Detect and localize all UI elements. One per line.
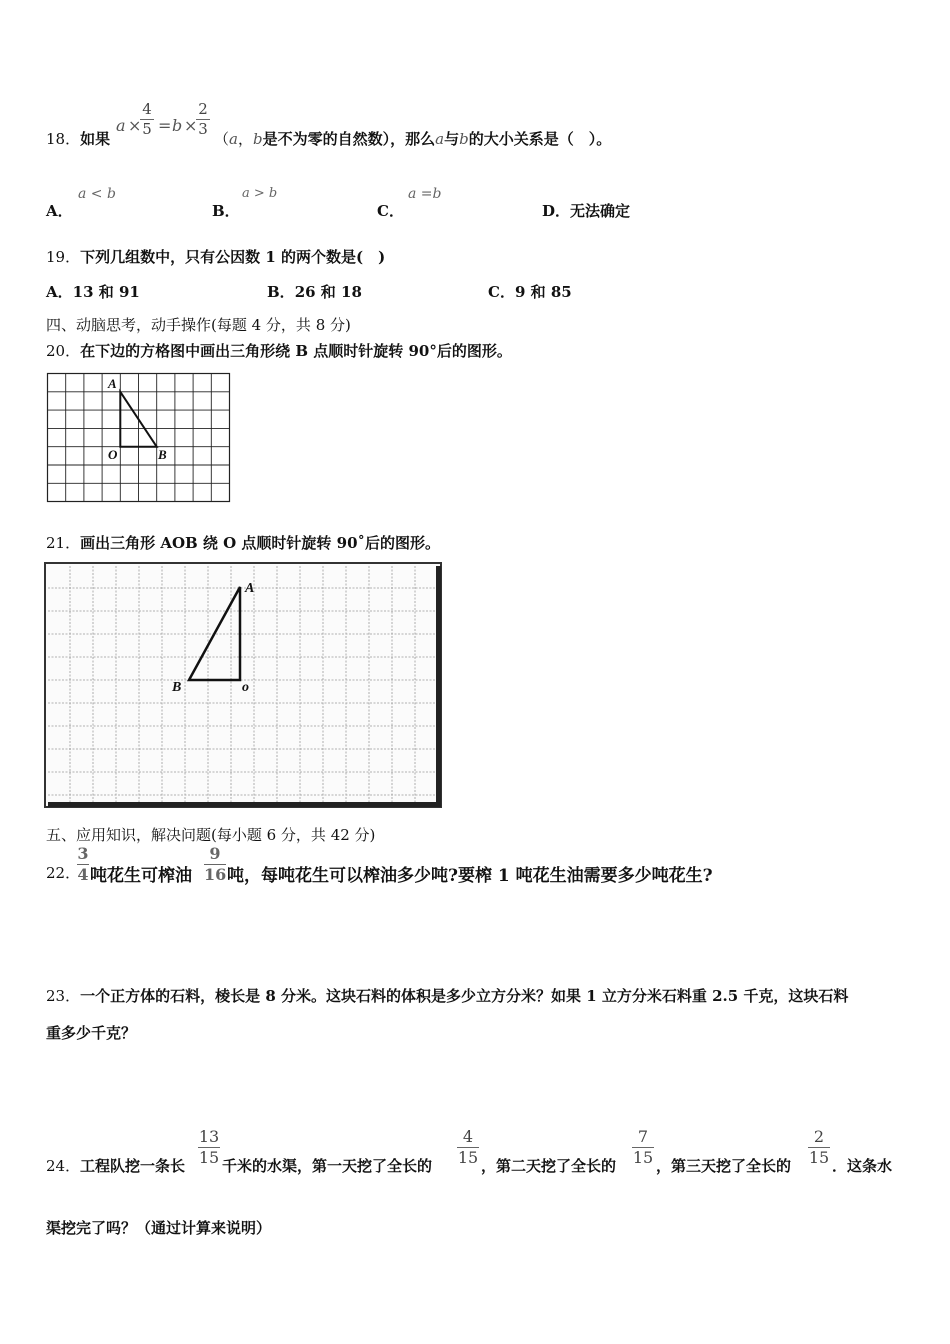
q24-number: 24．	[46, 1157, 81, 1175]
q18-option-b[interactable]	[212, 200, 240, 221]
q24-part-3: ，第二天挖了全长的	[481, 1157, 617, 1175]
q18-option-a[interactable]	[46, 200, 73, 221]
q20-label-o: O	[108, 447, 118, 462]
q18-option-c-math: a =b	[408, 186, 442, 202]
q22-fraction-1-den: 4	[77, 865, 89, 884]
q24-part-1: 工程队挖一条长	[80, 1157, 186, 1175]
q20-stem	[46, 340, 512, 361]
q19-stem	[46, 246, 385, 267]
q21-label-a: A	[245, 581, 255, 596]
q18-option-c[interactable]	[377, 200, 404, 221]
q24-fraction-3-num: 7	[637, 1127, 649, 1146]
q20-label-b: B	[158, 447, 167, 462]
q19-option-b-label: B．	[267, 283, 295, 301]
q24-fraction-4	[808, 1129, 830, 1166]
q18-var-b: b	[252, 130, 263, 148]
q18-option-a-math: a < b	[78, 186, 116, 202]
q19-option-a-text: 13 和 91	[72, 283, 140, 301]
q22-fraction-1	[77, 846, 89, 883]
q24-fraction-4-num: 2	[813, 1127, 825, 1146]
q18-var-a: a	[229, 130, 238, 148]
q20-number: 20．	[46, 342, 81, 360]
q18-condition	[214, 128, 611, 149]
q18-option-b-math: a > b	[242, 186, 278, 201]
q18-fraction-2	[196, 102, 210, 137]
q18-equals: =	[158, 116, 172, 135]
q24-fraction-2-num: 4	[462, 1127, 474, 1146]
q23-number: 23．	[46, 987, 81, 1005]
q19-option-b[interactable]	[267, 281, 362, 302]
q20-grid-figure	[46, 372, 232, 504]
q19-option-a[interactable]	[46, 281, 140, 302]
q21-text: 画出三角形 AOB 绕 O 点顺时针旋转 90˚后的图形。	[80, 534, 441, 552]
q19-option-b-text: 26 和 18	[294, 283, 362, 301]
q24-part-5: ．这条水	[832, 1157, 893, 1175]
q18-prefix: 如果	[80, 130, 111, 148]
q18-comma: ，	[237, 130, 253, 148]
q24-fraction-1	[198, 1129, 220, 1166]
q24-fraction-1-num: 13	[198, 1127, 220, 1146]
q24-part-4: ，第三天挖了全长的	[656, 1157, 792, 1175]
q24-fraction-2-den: 15	[457, 1148, 479, 1167]
q18-option-b-label: B．	[212, 202, 240, 220]
q24-fraction-3	[632, 1129, 654, 1166]
q18-times-1: ×	[128, 116, 142, 135]
q22-part-2: 吨，每吨花生可以榨油多少吨?要榨 1 吨花生油需要多少吨花生?	[227, 866, 713, 886]
q18-option-a-label: A．	[46, 202, 73, 220]
q18-var-b2: b	[459, 130, 469, 148]
q18-fraction-1-den: 5	[142, 120, 152, 138]
q23-line-2: 重多少千克？	[46, 1024, 137, 1042]
q18-times-2: ×	[184, 116, 198, 135]
q21-grid-figure	[44, 562, 442, 808]
q24-line-2: 渠挖完了吗？（通过计算来说明）	[46, 1219, 272, 1237]
q18-fraction-2-num: 2	[198, 100, 208, 118]
q18-fraction-2-den: 3	[198, 120, 208, 138]
q24-fraction-2	[457, 1129, 479, 1166]
q18-var-a2: a	[435, 130, 445, 148]
q18-expr-b: b	[172, 116, 183, 135]
q22-fraction-2-den: 16	[204, 865, 227, 884]
q24-part-2: 千米的水渠，第一天挖了全长的	[222, 1157, 433, 1175]
q18-fraction-1	[140, 102, 154, 137]
q18-stem	[46, 128, 110, 149]
q19-option-a-label: A．	[46, 283, 73, 301]
q18-paren: （	[214, 130, 230, 148]
q20-text: 在下边的方格图中画出三角形绕 B 点顺时针旋转 90°后的图形。	[80, 342, 512, 360]
q19-text: 下列几组数中，只有公因数 1 的两个数是( )	[80, 248, 386, 266]
q18-cond-text: 是不为零的自然数），那么	[262, 130, 436, 148]
q22-fraction-1-num: 3	[77, 844, 89, 863]
q21-label-o: o	[242, 680, 249, 695]
q24-fraction-3-den: 15	[632, 1148, 654, 1167]
q18-fraction-1-num: 4	[142, 100, 152, 118]
q23-line-1	[46, 985, 848, 1006]
q22-number: 22．	[46, 864, 81, 882]
q19-option-c[interactable]	[488, 281, 572, 302]
q24-fraction-4-den: 15	[808, 1148, 830, 1167]
section-5-heading: 五、应用知识，解决问题(每小题 6 分，共 42 分)	[46, 826, 376, 844]
q24-fraction-1-den: 15	[198, 1148, 220, 1167]
q18-option-d-label: D．	[542, 202, 571, 220]
section-4-heading: 四、动脑思考，动手操作(每题 4 分，共 8 分)	[46, 316, 351, 334]
q21-number: 21．	[46, 534, 81, 552]
q20-label-a: A	[108, 376, 117, 391]
q18-number: 18．	[46, 130, 81, 148]
q22-fraction-2-num: 9	[209, 844, 221, 863]
q19-option-c-text: 9 和 85	[514, 283, 572, 301]
q20-grid	[48, 374, 230, 502]
q18-option-c-label: C．	[377, 202, 404, 220]
q19-option-c-label: C．	[488, 283, 515, 301]
q18-option-d-text: 无法确定	[570, 202, 631, 220]
q18-suffix: 的大小关系是（ ）。	[468, 130, 612, 148]
q19-number: 19．	[46, 248, 81, 266]
q21-label-b: B	[172, 680, 182, 695]
q18-expr-a: a	[116, 116, 126, 135]
q22-fraction-2	[204, 846, 226, 883]
q18-option-d[interactable]	[542, 200, 630, 221]
q22-part-1: 吨花生可榨油	[90, 866, 192, 886]
q18-with: 与	[444, 130, 460, 148]
q23-text-line-1: 一个正方体的石料，棱长是 8 分米。这块石料的体积是多少立方分米？如果 1 立方分米石料重 2.5 千克，这块石料	[80, 987, 849, 1005]
q21-stem	[46, 532, 440, 553]
